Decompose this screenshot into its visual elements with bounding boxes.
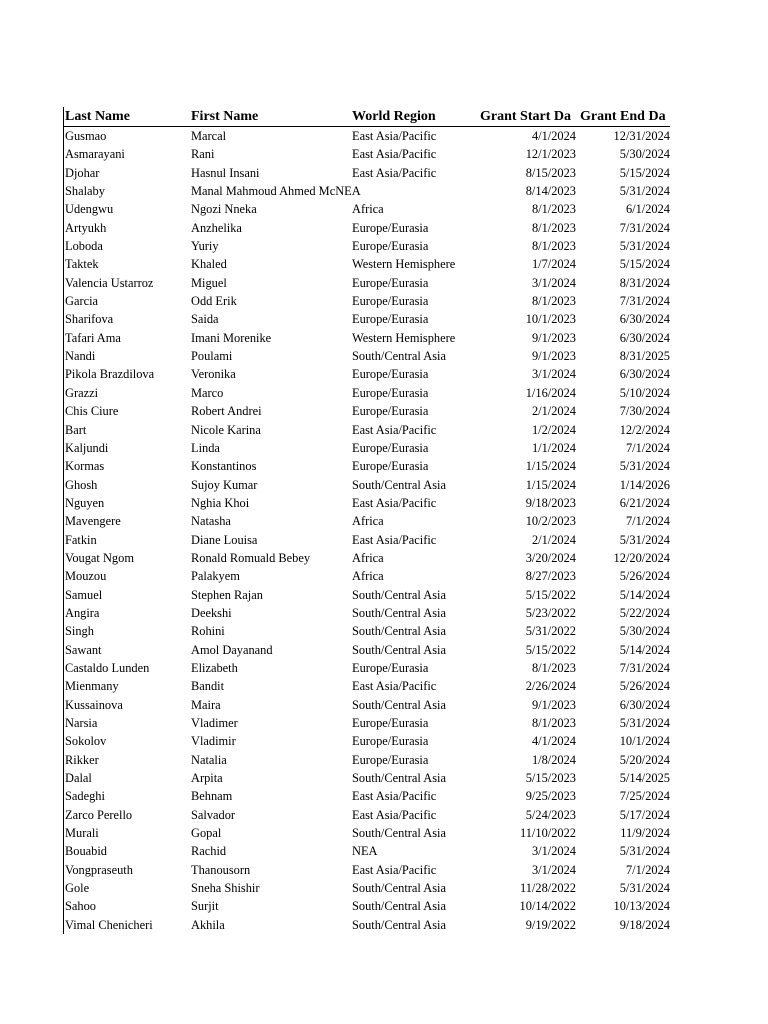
- cell-world-region: Europe/Eurasia: [352, 365, 428, 383]
- cell-last-name: Kussainova: [65, 697, 123, 712]
- cell-grant-start: 8/1/2023: [531, 660, 576, 675]
- cell-last-name: Tafari Ama: [65, 330, 121, 345]
- cell-first-name: Anzhelika: [191, 220, 242, 235]
- cell-grant-start: 1/15/2024: [525, 459, 576, 474]
- cell-grant-end: 1/14/2026: [619, 477, 670, 492]
- cell-grant-end: 8/31/2024: [619, 275, 670, 290]
- cell-world-region: South/Central Asia: [352, 879, 446, 897]
- cell-grant-start: 10/14/2022: [519, 899, 576, 914]
- cell-grant-start: 2/1/2024: [531, 532, 576, 547]
- cell-grant-start: 5/24/2023: [525, 807, 576, 822]
- cell-grant-start: 9/19/2022: [525, 917, 576, 932]
- cell-last-name: Grazzi: [65, 385, 99, 400]
- cell-last-name: Mienmany: [65, 679, 119, 694]
- cell-first-name: Rachid: [191, 844, 227, 859]
- table-row: [64, 237, 670, 255]
- cell-grant-end: 8/31/2025: [619, 349, 670, 364]
- cell-last-name: Gusmao: [65, 129, 107, 143]
- cell-first-name: Akhila: [191, 917, 225, 932]
- cell-last-name: Nandi: [65, 349, 96, 364]
- cell-first-name: Natalia: [191, 752, 227, 767]
- table-row: [64, 164, 670, 182]
- table-row: [64, 916, 670, 934]
- table-row: [64, 182, 670, 200]
- cell-grant-end: 7/31/2024: [619, 220, 670, 235]
- cell-first-name: Elizabeth: [191, 660, 238, 675]
- cell-first-name: Sneha Shishir: [191, 881, 260, 896]
- cell-grant-start: 8/14/2023: [525, 184, 576, 199]
- cell-last-name: Singh: [65, 624, 94, 639]
- cell-grant-start: 5/15/2022: [525, 642, 576, 657]
- cell-world-region: South/Central Asia: [352, 347, 446, 365]
- cell-grant-end: 12/31/2024: [613, 129, 670, 143]
- cell-grant-start: 11/28/2022: [520, 881, 576, 896]
- cell-grant-end: 5/31/2024: [619, 881, 670, 896]
- cell-first-name: Odd Erik: [191, 294, 237, 309]
- table-row: [64, 842, 670, 860]
- table-row: [64, 329, 670, 347]
- cell-grant-end: 5/31/2024: [619, 532, 670, 547]
- cell-last-name: Sadeghi: [65, 789, 105, 804]
- table-row: [64, 200, 670, 218]
- cell-last-name: Kormas: [65, 459, 105, 474]
- cell-first-name: Robert Andrei: [191, 404, 262, 419]
- cell-last-name: Mouzou: [65, 569, 107, 584]
- cell-grant-end: 6/1/2024: [625, 202, 670, 217]
- cell-world-region: NEA: [352, 842, 377, 860]
- cell-first-name: Maira: [191, 697, 221, 712]
- cell-grant-start: 5/15/2023: [525, 771, 576, 786]
- cell-last-name: Vimal Chenicheri: [65, 917, 153, 932]
- table-header: [64, 107, 670, 127]
- cell-first-name: Amol Dayanand: [191, 642, 273, 657]
- cell-first-name: Miguel: [191, 275, 227, 290]
- cell-grant-start: 1/8/2024: [531, 752, 576, 767]
- cell-world-region: South/Central Asia: [352, 769, 446, 787]
- cell-grant-start: 1/7/2024: [531, 257, 576, 272]
- cell-grant-end: 7/1/2024: [625, 862, 670, 877]
- table-row: [64, 531, 670, 549]
- cell-first-name: Palakyem: [191, 569, 240, 584]
- cell-first-name: Thanousorn: [191, 862, 251, 877]
- cell-last-name: Shalaby: [65, 184, 105, 199]
- cell-first-name: Vladimer: [191, 716, 238, 730]
- cell-first-name: Linda: [191, 440, 220, 455]
- grant-table: [63, 107, 670, 934]
- cell-grant-end: 5/31/2024: [619, 716, 670, 730]
- table-row: [64, 365, 670, 383]
- cell-first-name: Deekshi: [191, 605, 232, 620]
- table-row: [64, 384, 670, 402]
- table-row: [64, 604, 670, 622]
- header-world-region: World Region: [352, 109, 436, 124]
- cell-grant-start: 8/1/2023: [531, 220, 576, 235]
- cell-grant-start: 9/1/2023: [531, 349, 576, 364]
- cell-grant-end: 12/20/2024: [613, 550, 670, 565]
- cell-grant-end: 10/1/2024: [619, 734, 670, 749]
- cell-first-name: Rani: [191, 147, 215, 162]
- cell-world-region: East Asia/Pacific: [352, 677, 436, 695]
- cell-last-name: Nguyen: [65, 495, 105, 510]
- cell-grant-end: 7/31/2024: [619, 294, 670, 309]
- table-row: [64, 567, 670, 585]
- cell-last-name: Rikker: [65, 752, 99, 767]
- cell-last-name: Garcia: [65, 294, 99, 309]
- cell-grant-start: 5/31/2022: [525, 624, 576, 639]
- cell-grant-start: 1/16/2024: [525, 385, 576, 400]
- cell-grant-end: 7/1/2024: [625, 440, 670, 455]
- table-row: [64, 512, 670, 530]
- cell-first-name: Hasnul Insani: [191, 165, 260, 180]
- table-row: [64, 641, 670, 659]
- table-row: [64, 255, 670, 273]
- cell-last-name: Bart: [65, 422, 87, 437]
- cell-world-region: Europe/Eurasia: [352, 219, 428, 237]
- cell-first-name: Manal Mahmoud Ahmed McNEA: [191, 184, 361, 199]
- table-row: [64, 457, 670, 475]
- cell-last-name: Gole: [65, 881, 90, 896]
- cell-grant-start: 4/1/2024: [531, 734, 576, 749]
- header-grant-end: Grant End Da: [580, 109, 666, 124]
- cell-first-name: Veronika: [191, 367, 236, 382]
- table-row: [64, 421, 670, 439]
- cell-world-region: Africa: [352, 200, 384, 218]
- cell-grant-start: 8/1/2023: [531, 239, 576, 254]
- cell-last-name: Bouabid: [65, 844, 107, 859]
- cell-first-name: Vladimir: [191, 734, 236, 749]
- cell-last-name: Loboda: [65, 239, 103, 254]
- cell-world-region: South/Central Asia: [352, 824, 446, 842]
- cell-last-name: Angira: [65, 605, 100, 620]
- table-row: [64, 292, 670, 310]
- cell-grant-start: 1/2/2024: [531, 422, 576, 437]
- cell-world-region: Europe/Eurasia: [352, 310, 428, 328]
- cell-grant-end: 9/18/2024: [619, 917, 670, 932]
- table-row: [64, 586, 670, 604]
- table-row: [64, 145, 670, 163]
- cell-grant-start: 2/26/2024: [525, 679, 576, 694]
- cell-world-region: East Asia/Pacific: [352, 421, 436, 439]
- table-body: [64, 127, 670, 934]
- cell-last-name: Udengwu: [65, 202, 114, 217]
- cell-world-region: South/Central Asia: [352, 696, 446, 714]
- table-row: [64, 787, 670, 805]
- cell-grant-end: 11/9/2024: [620, 826, 670, 841]
- cell-world-region: South/Central Asia: [352, 476, 446, 494]
- table-row: [64, 622, 670, 640]
- cell-last-name: Fatkin: [65, 532, 97, 547]
- table-row: [64, 751, 670, 769]
- cell-first-name: Rohini: [191, 624, 225, 639]
- table-row: [64, 659, 670, 677]
- cell-last-name: Artyukh: [65, 220, 107, 235]
- table-row: [64, 806, 670, 824]
- cell-first-name: Poulami: [191, 349, 233, 364]
- table-row: [64, 897, 670, 915]
- cell-first-name: Nicole Karina: [191, 422, 261, 437]
- cell-grant-start: 9/1/2023: [531, 697, 576, 712]
- cell-first-name: Natasha: [191, 514, 231, 529]
- table-row: [64, 274, 670, 292]
- cell-first-name: Marco: [191, 385, 224, 400]
- cell-grant-end: 6/30/2024: [619, 312, 670, 327]
- cell-first-name: Gopal: [191, 826, 222, 841]
- cell-world-region: Europe/Eurasia: [352, 384, 428, 402]
- cell-world-region: South/Central Asia: [352, 622, 446, 640]
- cell-world-region: South/Central Asia: [352, 916, 446, 934]
- cell-last-name: Vougat Ngom: [65, 550, 134, 565]
- table-row: [64, 732, 670, 750]
- table-row: [64, 696, 670, 714]
- cell-grant-end: 5/10/2024: [619, 385, 670, 400]
- cell-world-region: South/Central Asia: [352, 604, 446, 622]
- cell-last-name: Narsia: [65, 716, 98, 730]
- cell-grant-end: 5/30/2024: [619, 624, 670, 639]
- cell-first-name: Khaled: [191, 257, 227, 272]
- cell-last-name: Zarco Perello: [65, 807, 133, 822]
- cell-grant-start: 8/1/2023: [531, 202, 576, 217]
- cell-world-region: Europe/Eurasia: [352, 402, 428, 420]
- header-first-name: First Name: [191, 109, 259, 124]
- cell-world-region: Africa: [352, 549, 384, 567]
- cell-grant-end: 5/20/2024: [619, 752, 670, 767]
- cell-grant-start: 3/1/2024: [531, 844, 576, 859]
- cell-grant-start: 5/15/2022: [525, 587, 576, 602]
- cell-grant-end: 7/30/2024: [619, 404, 670, 419]
- cell-world-region: East Asia/Pacific: [352, 861, 436, 879]
- cell-world-region: Europe/Eurasia: [352, 751, 428, 769]
- table-row: [64, 549, 670, 567]
- cell-grant-end: 10/13/2024: [613, 899, 670, 914]
- cell-first-name: Surjit: [191, 899, 219, 914]
- cell-first-name: Behnam: [191, 789, 233, 804]
- cell-world-region: Western Hemisphere: [352, 329, 455, 347]
- cell-world-region: Europe/Eurasia: [352, 439, 428, 457]
- table-row: [64, 127, 670, 145]
- cell-grant-start: 9/18/2023: [525, 495, 576, 510]
- table-row: [64, 494, 670, 512]
- cell-world-region: Europe/Eurasia: [352, 292, 428, 310]
- cell-last-name: Samuel: [65, 587, 103, 602]
- header-grant-start: Grant Start Da: [480, 109, 571, 124]
- cell-grant-start: 3/1/2024: [531, 367, 576, 382]
- cell-first-name: Sujoy Kumar: [191, 477, 258, 492]
- cell-grant-end: 5/15/2024: [619, 165, 670, 180]
- cell-grant-start: 2/1/2024: [531, 404, 576, 419]
- header-last-name: Last Name: [65, 109, 130, 124]
- cell-grant-start: 1/15/2024: [525, 477, 576, 492]
- cell-first-name: Yuriy: [191, 239, 219, 254]
- table-row: [64, 439, 670, 457]
- cell-last-name: Mavengere: [65, 514, 121, 529]
- cell-world-region: East Asia/Pacific: [352, 494, 436, 512]
- cell-grant-end: 6/30/2024: [619, 367, 670, 382]
- cell-grant-start: 8/15/2023: [525, 165, 576, 180]
- cell-world-region: Africa: [352, 512, 384, 530]
- cell-world-region: South/Central Asia: [352, 586, 446, 604]
- cell-world-region: East Asia/Pacific: [352, 127, 436, 145]
- cell-grant-start: 9/1/2023: [531, 330, 576, 345]
- cell-world-region: Africa: [352, 567, 384, 585]
- cell-grant-end: 7/31/2024: [619, 660, 670, 675]
- cell-last-name: Ghosh: [65, 477, 98, 492]
- cell-world-region: Europe/Eurasia: [352, 237, 428, 255]
- cell-last-name: Sokolov: [65, 734, 107, 749]
- table-row: [64, 476, 670, 494]
- table-row: [64, 219, 670, 237]
- cell-last-name: Taktek: [65, 257, 99, 272]
- cell-last-name: Murali: [65, 826, 99, 841]
- table-row: [64, 769, 670, 787]
- cell-grant-end: 5/31/2024: [619, 239, 670, 254]
- cell-world-region: East Asia/Pacific: [352, 806, 436, 824]
- cell-world-region: East Asia/Pacific: [352, 787, 436, 805]
- cell-last-name: Castaldo Lunden: [65, 660, 150, 675]
- table-row: [64, 677, 670, 695]
- cell-grant-end: 5/30/2024: [619, 147, 670, 162]
- cell-last-name: Sawant: [65, 642, 102, 657]
- cell-grant-start: 11/10/2022: [520, 826, 576, 841]
- cell-last-name: Djohar: [65, 165, 100, 180]
- cell-grant-end: 5/14/2024: [619, 642, 670, 657]
- cell-world-region: Europe/Eurasia: [352, 659, 428, 677]
- cell-grant-start: 5/23/2022: [525, 605, 576, 620]
- cell-grant-start: 3/20/2024: [525, 550, 576, 565]
- cell-grant-end: 5/22/2024: [619, 605, 670, 620]
- table-row: [64, 714, 670, 732]
- cell-world-region: East Asia/Pacific: [352, 531, 436, 549]
- cell-grant-end: 5/31/2024: [619, 184, 670, 199]
- cell-last-name: Sahoo: [65, 899, 96, 914]
- table-row: [64, 347, 670, 365]
- cell-grant-end: 5/31/2024: [619, 459, 670, 474]
- cell-grant-end: 5/14/2024: [619, 587, 670, 602]
- cell-grant-start: 10/2/2023: [525, 514, 576, 529]
- cell-world-region: Europe/Eurasia: [352, 274, 428, 292]
- cell-grant-start: 8/1/2023: [531, 716, 576, 730]
- cell-first-name: Stephen Rajan: [191, 587, 263, 602]
- cell-first-name: Nghia Khoi: [191, 495, 250, 510]
- cell-grant-start: 8/1/2023: [531, 294, 576, 309]
- cell-last-name: Dalal: [65, 771, 92, 786]
- cell-last-name: Valencia Ustarroz: [65, 275, 154, 290]
- cell-grant-end: 7/1/2024: [625, 514, 670, 529]
- cell-grant-start: 9/25/2023: [525, 789, 576, 804]
- cell-world-region: Western Hemisphere: [352, 255, 455, 273]
- cell-first-name: Ronald Romuald Bebey: [191, 550, 311, 565]
- cell-first-name: Diane Louisa: [191, 532, 258, 547]
- cell-world-region: East Asia/Pacific: [352, 164, 436, 182]
- cell-world-region: South/Central Asia: [352, 897, 446, 915]
- cell-grant-end: 12/2/2024: [619, 422, 670, 437]
- cell-last-name: Kaljundi: [65, 440, 109, 455]
- table-row: [64, 879, 670, 897]
- cell-grant-start: 10/1/2023: [525, 312, 576, 327]
- cell-grant-end: 6/30/2024: [619, 330, 670, 345]
- cell-first-name: Arpita: [191, 771, 223, 786]
- cell-grant-start: 3/1/2024: [531, 275, 576, 290]
- cell-grant-start: 12/1/2023: [525, 147, 576, 162]
- cell-grant-end: 6/21/2024: [619, 495, 670, 510]
- cell-last-name: Sharifova: [65, 312, 114, 327]
- cell-last-name: Vongpraseuth: [65, 862, 133, 877]
- cell-last-name: Chis Ciure: [65, 404, 119, 419]
- cell-first-name: Marcal: [191, 129, 227, 143]
- cell-world-region: Europe/Eurasia: [352, 714, 428, 732]
- cell-grant-end: 5/31/2024: [619, 844, 670, 859]
- table-row: [64, 824, 670, 842]
- cell-grant-end: 6/30/2024: [619, 697, 670, 712]
- cell-grant-start: 3/1/2024: [531, 862, 576, 877]
- cell-world-region: East Asia/Pacific: [352, 145, 436, 163]
- cell-grant-start: 1/1/2024: [531, 440, 576, 455]
- table-row: [64, 402, 670, 420]
- cell-grant-start: 4/1/2024: [531, 129, 576, 143]
- cell-first-name: Saida: [191, 312, 219, 327]
- table-row: [64, 861, 670, 879]
- cell-world-region: Europe/Eurasia: [352, 457, 428, 475]
- cell-grant-end: 5/26/2024: [619, 569, 670, 584]
- cell-world-region: Europe/Eurasia: [352, 732, 428, 750]
- cell-grant-end: 5/14/2025: [619, 771, 670, 786]
- table-row: [64, 310, 670, 328]
- cell-world-region: South/Central Asia: [352, 641, 446, 659]
- cell-first-name: Imani Morenike: [191, 330, 272, 345]
- cell-grant-end: 5/17/2024: [619, 807, 670, 822]
- cell-first-name: Salvador: [191, 807, 236, 822]
- cell-grant-end: 7/25/2024: [619, 789, 670, 804]
- cell-grant-end: 5/26/2024: [619, 679, 670, 694]
- cell-grant-start: 8/27/2023: [525, 569, 576, 584]
- cell-last-name: Pikola Brazdilova: [65, 367, 155, 382]
- cell-first-name: Bandit: [191, 679, 225, 694]
- cell-last-name: Asmarayani: [65, 147, 125, 162]
- cell-first-name: Konstantinos: [191, 459, 257, 474]
- cell-first-name: Ngozi Nneka: [191, 202, 257, 217]
- cell-grant-end: 5/15/2024: [619, 257, 670, 272]
